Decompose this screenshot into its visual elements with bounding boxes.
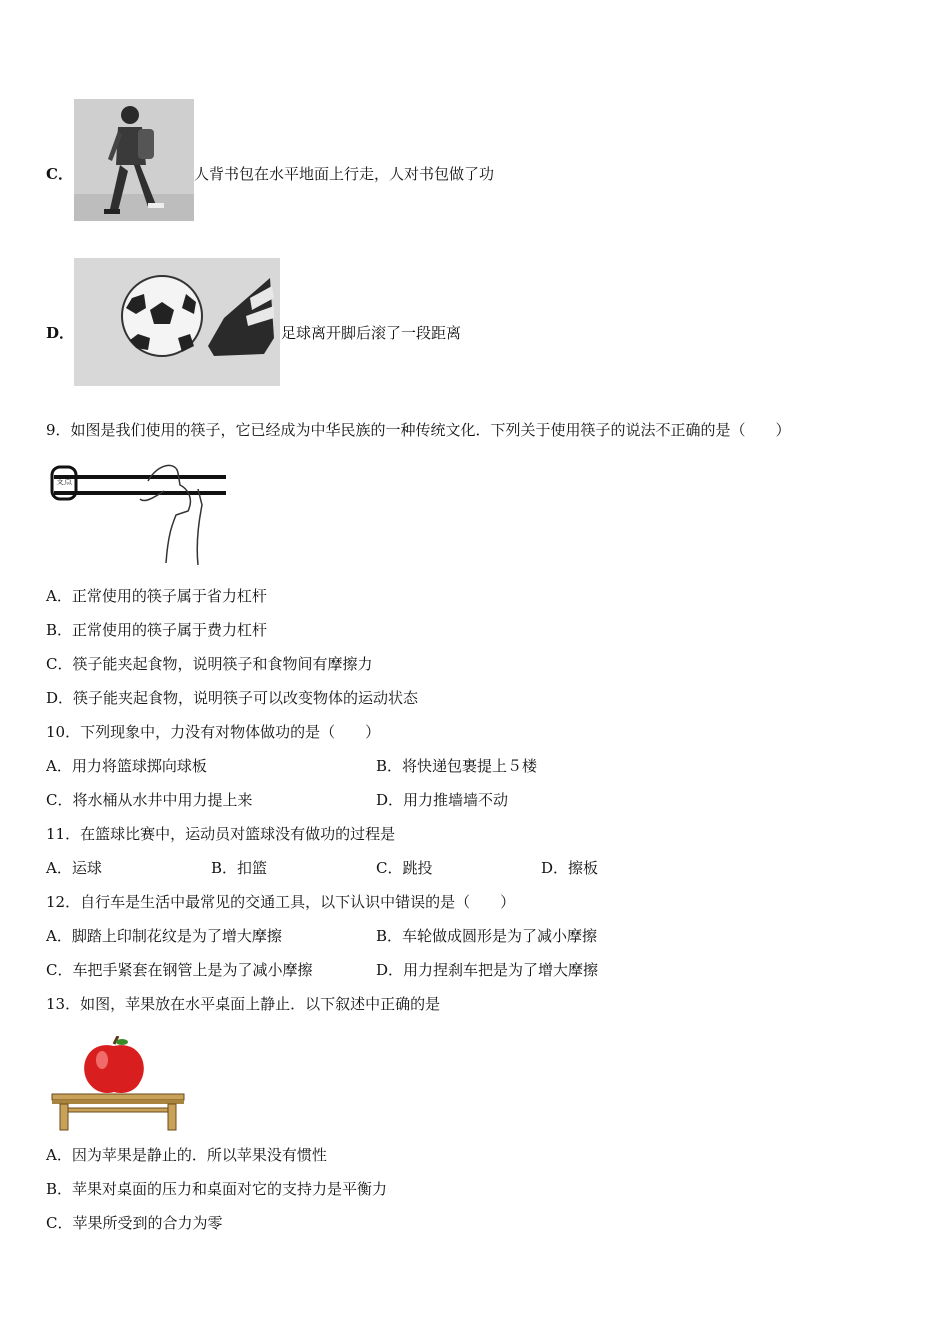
q10-stem: 10．下列现象中，力没有对物体做功的是（ ） — [46, 723, 381, 741]
q9-option-d: D．筷子能夹起食物，说明筷子可以改变物体的运动状态 — [46, 689, 419, 707]
q9-option-c: C．筷子能夹起食物，说明筷子和食物间有摩擦力 — [46, 655, 373, 673]
q11-stem: 11．在篮球比赛中，运动员对篮球没有做功的过程是 — [46, 825, 396, 843]
q12-option-c: C．车把手紧套在钢管上是为了减小摩擦 — [46, 961, 313, 979]
q8-option-d-text: 足球离开脚后滚了一段距离 — [281, 324, 462, 342]
q13-option-b: B．苹果对桌面的压力和桌面对它的支持力是平衡力 — [46, 1180, 388, 1198]
q12-option-a: A．脚踏上印制花纹是为了增大摩擦 — [46, 927, 282, 945]
q9-stem: 9．如图是我们使用的筷子，它已经成为中华民族的一种传统文化．下列关于使用筷子的说法不正确的是（ ） — [46, 421, 791, 439]
q13-option-a: A．因为苹果是静止的．所以苹果没有惯性 — [46, 1146, 327, 1164]
fulcrum-label: 支点 — [56, 477, 72, 486]
q9-option-b: B．正常使用的筷子属于费力杠杆 — [46, 621, 268, 639]
walking-person-photo — [74, 99, 194, 221]
q12-option-b: B．车轮做成圆形是为了减小摩擦 — [376, 927, 598, 945]
q11-option-d: D．擦板 — [541, 859, 599, 877]
q10-option-c: C．将水桶从水井中用力提上来 — [46, 791, 253, 809]
chopsticks-hand-figure — [48, 455, 228, 565]
q8-option-d-letter: D． — [46, 324, 75, 342]
q12-option-d: D．用力捏刹车把是为了增大摩擦 — [376, 961, 599, 979]
apple-on-table-figure — [48, 1036, 188, 1132]
q9-option-a: A．正常使用的筷子属于省力杠杆 — [46, 587, 267, 605]
q8-option-c-letter: C． — [46, 165, 73, 183]
q11-option-a: A．运球 — [46, 859, 102, 877]
q11-option-b: B．扣篮 — [211, 859, 268, 877]
q12-stem: 12．自行车是生活中最常见的交通工具，以下认识中错误的是（ ） — [46, 893, 516, 911]
q8-option-c-text: 人背书包在水平地面上行走，人对书包做了功 — [194, 165, 495, 183]
q13-stem: 13．如图，苹果放在水平桌面上静止．以下叙述中正确的是 — [46, 995, 441, 1013]
q13-option-c: C．苹果所受到的合力为零 — [46, 1214, 223, 1232]
q10-option-b: B．将快递包裹提上５楼 — [376, 757, 538, 775]
soccer-ball-photo — [74, 258, 280, 386]
q10-option-d: D．用力推墙墙不动 — [376, 791, 509, 809]
q10-option-a: A．用力将篮球掷向球板 — [46, 757, 207, 775]
q11-option-c: C．跳投 — [376, 859, 433, 877]
